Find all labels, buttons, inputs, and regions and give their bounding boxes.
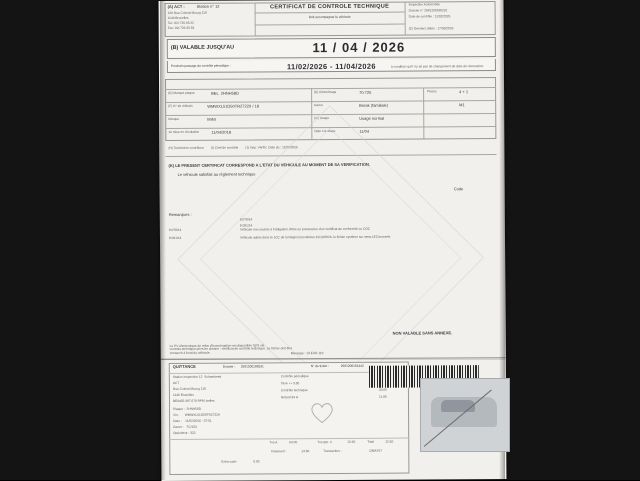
- vehicle-value3-0: 4 + 1: [459, 89, 469, 95]
- remarks-label: Remarques :: [168, 211, 192, 217]
- station-line-3: Tel.: 02/.726.95.22: [167, 20, 194, 26]
- vehicle-value-3: 11/04/2018: [211, 129, 232, 135]
- accompany-note: Doit accompagner le véhicule: [308, 14, 351, 20]
- receipt-transaction-value: OMAY57: [369, 448, 383, 453]
- receipt-total-label-2: Total: [367, 439, 374, 444]
- receipt-payment-label: Paiement :: [271, 449, 287, 454]
- last-date-line: (C) Derniers dates : 17/03/2025: [408, 26, 454, 31]
- vehicle-label2-1: Genre: [314, 103, 324, 108]
- vehicle-value2-2: Usage normal: [359, 115, 385, 121]
- remark-code-label-1: 8.091/14: [168, 235, 182, 240]
- heart-logo-icon: [309, 400, 335, 424]
- vehicle-label2-0: (E) Kilométrage: [314, 89, 337, 95]
- vehicle-label3-0: Places: [427, 89, 437, 94]
- station-line-1: 120 Rue Colonel Bourg 118: [167, 10, 207, 16]
- receipt-addr-9: Opérateur : 322: [173, 430, 196, 435]
- receipt-addr-5: Plaque : 2HNH58D: [173, 406, 202, 411]
- receipt-total-label-0: Tva A: [269, 440, 278, 445]
- receipt-payment-value: 13.60: [301, 449, 310, 454]
- receipt-line-label-2: Contrôle technique: [280, 388, 308, 393]
- receipt-total-value-1: 12.60: [347, 439, 356, 444]
- remark-code-1: 8.091/14: [239, 223, 253, 228]
- statement-line-1: (K) LE PRESENT CERTIFICAT CORRESPOND A L'ETAT DU VEHICULE AU MOMENT DE SA VERIFICATION.: [168, 161, 370, 169]
- dossier-line: Dossier n° 2581200188291: [408, 8, 448, 13]
- receipt-addr-3: 1140 Bruxelles: [172, 392, 194, 397]
- signature-footer-note: (H) Technicien contrôleur (I) Chef de contrôle (J) Insp. Vérific. Date du : 11/05/2026: [168, 145, 298, 151]
- receipt-total-label-1: Tva grp. 4: [317, 440, 332, 445]
- receipt-line-amount-3: 11.80: [378, 394, 387, 399]
- receipt-addr-4: BE0402.997.079 RPM Ixelles: [172, 398, 215, 403]
- issuer-line-1: Inspection Automobile: [408, 2, 440, 7]
- receipt-total-value-0: 64.00: [289, 440, 298, 445]
- remark-code-0: 8.078/14: [239, 217, 253, 222]
- station-line-4: Fax: 02/.726.95.53: [167, 25, 195, 31]
- receipt-ticket-label: N° de ticket :: [310, 364, 329, 369]
- no-annex-warning: NON VALABLE SANS ANNEXE.: [392, 330, 453, 336]
- remark-text-1: Véhicule admis dans le JCC de la Région bruxelloise 31/10/2026, le fichier système sur www.LEZ.brussels: [239, 234, 391, 240]
- receipt-addr-8: Genre : TC/153: [173, 424, 197, 429]
- statement-line-2: Le véhicule satisfait au règlement technique: [177, 171, 256, 177]
- receipt-dossier-value: 2581200188291: [240, 364, 264, 369]
- next-inspection-dates: 11/02/2026 - 11/04/2026: [286, 61, 376, 72]
- remark-code-label-0: 8.078/14: [168, 227, 182, 232]
- vehicle-label2-2: (G) Usage: [314, 116, 329, 121]
- header-divider-2: [405, 2, 406, 36]
- remark-text-0: Véhicule non soumis à l'obligation d'être en possession d'un certificat de conformité ou COC: [239, 226, 371, 232]
- background-left: [0, 0, 161, 480]
- vehicle-label-2: Marque: [168, 116, 180, 122]
- background-right: [504, 0, 640, 480]
- receipt-addr-2: Rue Colonel Bourg 118: [172, 386, 206, 391]
- validity-label: (B) VALABLE JUSQU'AU: [170, 44, 235, 51]
- vehicle-value-1: WMWXL51D50TR27229 / 18: [207, 103, 260, 109]
- receipt-extra-label: Extra cash: [221, 459, 237, 464]
- document-title: CERTIFICAT DE CONTROLE TECHNIQUE: [269, 3, 390, 11]
- receipt-addr-6: Vin : WMWXL51D50TR27229: [173, 412, 220, 417]
- receipt-extra-value: 0.00: [253, 459, 260, 464]
- vehicle-label-1: (F) N° de châssis: [168, 103, 193, 109]
- receipt-addr-7: Date : 11/02/2026 - 07:51: [173, 418, 212, 423]
- receipt-line-label-1: Taxe ++ 3.50: [280, 381, 300, 386]
- vehicle-value3-1: M1: [459, 102, 465, 108]
- vehicle-value2-1: Break (familiale): [359, 102, 389, 108]
- station-line-2: 1140 Bruxelles: [167, 15, 189, 21]
- code-label: Code: [453, 186, 464, 192]
- receipt-ticket-value: 2581200181442: [340, 363, 364, 368]
- vehicle-value2-0: 70.725: [359, 89, 372, 95]
- sheet-left-shadow: [160, 0, 166, 480]
- receipt-line-label-0: Contrôle périodique: [280, 374, 309, 379]
- receipt-addr-0: Station inspection 12 Schaerbeek: [172, 374, 222, 379]
- sheet-fold-line: [160, 358, 505, 360]
- vehicle-label-0: (D) Marque plaque: [168, 90, 195, 96]
- vehicle-value-2: MINI: [207, 116, 216, 122]
- vehicle-photo-thumbnail: [420, 378, 510, 452]
- receipt-line-label-3: Retard 34 H: [280, 395, 299, 400]
- receipt-line-amount-2: 40.00: [378, 387, 387, 392]
- receipt-title: QUITTANCE: [172, 363, 196, 369]
- receipt-addr-1: ACT: [172, 380, 180, 385]
- receipt-transaction-label: Transaction :: [323, 448, 342, 454]
- next-inspection-label: Prochain passage du contrôle périodique :: [170, 63, 231, 68]
- vehicle-label2-3: Date 1re étape: [314, 128, 336, 134]
- footnote: Le PV électronique de refus d'homologation est disponible 7jj/7j via controle.technique.prive.be dossier : certificat de contrôle technique. Le fichier doit être conservé à bord du véhicule.: [169, 343, 293, 355]
- next-inspection-note: à condition qu'il n'y ait pas de changement de date de réservation: [390, 64, 484, 69]
- vehicle-value2-3: 11/04: [359, 128, 370, 134]
- validity-date: 11 / 04 / 2026: [312, 39, 406, 56]
- message-code: Message : 13.EUR 110: [290, 351, 324, 356]
- station-name: Station n° 12: [196, 3, 220, 9]
- vehicle-label-3: 1e mise en circulation: [168, 129, 200, 135]
- control-date-line: Date de contrôle : 11/02/2026: [408, 14, 451, 19]
- receipt-dossier-label: Dossier :: [222, 364, 236, 369]
- receipt-total-value-2: 12.60: [385, 439, 394, 444]
- vehicle-value-0: BEL 2HNH58D: [211, 90, 239, 96]
- station-label: (A) ACT :: [167, 3, 185, 10]
